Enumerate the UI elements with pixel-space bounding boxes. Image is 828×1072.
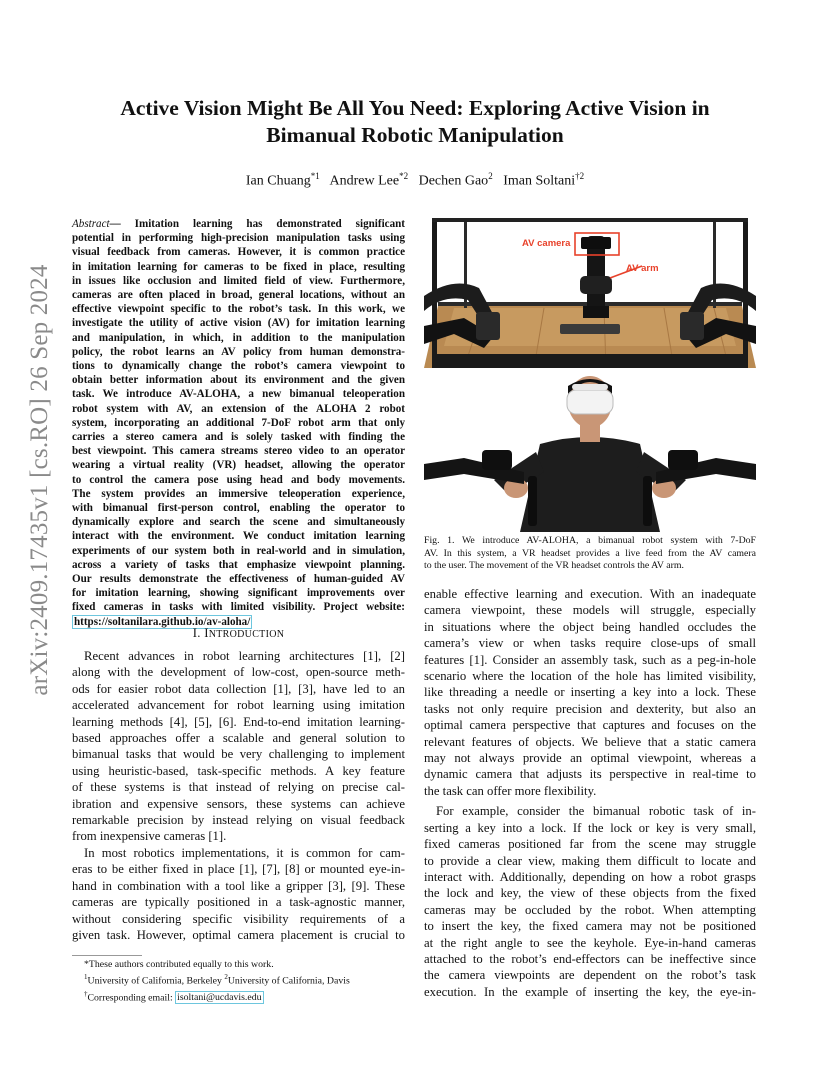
abstract-line: fixed cameras in tasks with limited visibility. Project website:: [72, 601, 405, 614]
caption-line: AV. In this system, a VR headset provides a live feed from the AV camera: [424, 547, 756, 559]
abstract-line: robot system with AV, an extension of the ALOHA 2 robot: [72, 402, 405, 415]
abstract-line: carries a stereo camera and is solely tasked with finding the: [72, 431, 405, 444]
body-line: at the right angle to see the keyhole. Eye-in-hand cameras: [424, 935, 756, 950]
body-line: in situations where the object being handled occludes the: [424, 619, 756, 634]
corresponding-label: Corresponding email:: [87, 992, 176, 1004]
body-line: given task. However, optimal camera placement is crucial to: [72, 927, 405, 942]
abstract-line: tions to dynamically change the robot’s camera viewpoint to: [72, 360, 405, 373]
abstract-line: across a variety of tasks that emphasize viewpoint planning.: [72, 558, 405, 571]
body-line: learning methods [4], [5], [6]. End-to-end imitation learning-: [72, 714, 405, 729]
body-line: hand in combination with a tool like a gripper [3], [9]. These: [72, 878, 405, 893]
body-line: execution. In the example of inserting the key, the eye-in-: [424, 984, 756, 999]
title-line-2: Bimanual Robotic Manipulation: [266, 123, 564, 147]
footnotes: [72, 955, 405, 1005]
body-line: camera viewpoint, these models will struggle, especially: [424, 603, 756, 618]
section-initial: I: [204, 626, 209, 640]
abstract-line: to control the camera pose using head and body movements.: [72, 473, 405, 486]
abstract-line: in issues like occlusion and limited field of view. Furthermore,: [72, 274, 405, 287]
body-line: serting a key into a lock. If the lock or key is very small,: [424, 820, 756, 835]
abstract-line: potential in performing high-precision manipulation tasks using: [72, 232, 405, 245]
author-mark: †2: [575, 171, 585, 181]
abstract-line: visual feedback from cameras. However, it is common practice: [72, 246, 405, 259]
label-av-camera: AV camera: [522, 238, 571, 249]
label-av-arm: AV arm: [626, 263, 659, 274]
body-line: along with the development of low-cost, open-source meth-: [72, 665, 405, 680]
footnote-equal: *These authors contributed equally to this work.: [84, 959, 274, 970]
abstract-line: for imitation learning, showing significant improvements over: [72, 587, 405, 600]
footnote-corresponding: †Corresponding email: isoltani@ucdavis.edu: [84, 990, 262, 1004]
body-line: For example, consider the bimanual robotic task of in-: [436, 804, 756, 819]
figure-caption: [424, 535, 756, 573]
author-list: [90, 171, 740, 190]
arxiv-identifier: arXiv:2409.17435v1 [cs.RO] 26 Sep 2024: [26, 264, 53, 696]
author-mark: 2: [488, 171, 493, 181]
body-line: relevant features of objects. We believe that a static camera: [424, 734, 756, 749]
section-heading: [72, 626, 405, 641]
body-line: camera’s view or when tasks require close-ups of small: [424, 636, 756, 651]
footnote-affiliations: $^1$University of California, Berkeley $^2$University of California, Davis: [84, 973, 350, 987]
abstract-line: experiments of our system both in real-world and in simulation,: [72, 544, 405, 557]
author-mark: *2: [399, 171, 409, 181]
abstract: [72, 217, 405, 629]
author-name: Ian Chuang: [245, 173, 311, 189]
abstract-line: best viewpoint. This camera streams stereo video to an operator: [72, 445, 405, 458]
abstract-label: Abstract: [72, 218, 110, 230]
body-line: cameras are typically positioned in a task-agnostic manner,: [72, 895, 405, 910]
project-website-link[interactable]: https://soltanilara.github.io/av-aloha/: [74, 615, 251, 628]
body-line: scenario where the location of the hole has limited visibility,: [424, 669, 756, 684]
abstract-text: — Imitation learning has demonstrated significant: [109, 218, 405, 230]
abstract-line: in imitation learning for cameras to be fixed in place, resulting: [72, 260, 405, 273]
body-line: tasks not only require precision and dexterity, but also an: [424, 701, 756, 716]
affiliation-1: University of California, Berkeley: [87, 975, 225, 987]
author-name: Iman Soltani: [503, 173, 576, 189]
abstract-line: interact with the environment. We conduct imitation learning: [72, 530, 405, 543]
body-line: enable effective learning and execution. With an inadequate: [424, 587, 756, 601]
body-line: remarkable precision by instead relying on visual feedback: [72, 813, 405, 828]
body-line: accelerated advancement for robot learning using imitation: [72, 698, 405, 713]
abstract-line: policy, the robot learns an AV policy from human demonstra-: [72, 345, 405, 358]
abstract-line: effective viewpoint specific to the robot’s task. In this work, we: [72, 303, 405, 316]
body-line: ods for easier robot data collection [1], [3], have led to an: [72, 681, 405, 696]
body-line: using heuristic-based, task-specific methods. A key feature: [72, 763, 405, 778]
body-line: In most robotics implementations, it is common for cam-: [84, 845, 405, 860]
author-name: Dechen Gao: [418, 173, 489, 189]
title-line-1: Active Vision Might Be All You Need: Exploring Active Vision in: [120, 96, 710, 120]
email-link[interactable]: isoltani@ucdavis.edu: [177, 992, 262, 1004]
robot-rig-illustration: [424, 216, 756, 368]
abstract-line: cameras are often placed in broad, general locations, without an: [72, 289, 405, 302]
footnote-rule: [72, 955, 142, 956]
body-line: to insert the key, the fixed camera may not be positioned: [424, 919, 756, 934]
author-name: Andrew Lee: [329, 173, 400, 189]
abstract-line: system, incorporating an additional 7-DoF robot arm that only: [72, 416, 405, 429]
body-line: cameras may be occluded by the robot. When attempting: [424, 902, 756, 917]
body-line: dynamic camera that adjusts its perspective in real-time to: [424, 767, 756, 782]
body-line: like threading a needle or inserting a key into a lock. These: [424, 685, 756, 700]
body-line: Recent advances in robot learning architectures [1], [2]: [84, 649, 405, 663]
body-line: the camera viewpoints are dependent on the robot’s task: [424, 968, 756, 983]
body-line: features [1]. Consider an assembly task, such as a peg-in-hole: [424, 652, 756, 667]
intro-left-column: [72, 648, 405, 943]
body-line: interact with. Additionally, depending on how a robot grasps: [424, 869, 756, 884]
body-line: the task can offer more flexibility.: [424, 783, 597, 798]
body-line: the lock and key, the view of these objects from the fixed: [424, 886, 756, 901]
body-line: bimanual tasks that would be very challenging to implement: [72, 747, 405, 762]
abstract-line: dynamically explore and search the scene and simultaneously: [72, 516, 405, 529]
figure-operator-photo: [424, 372, 756, 532]
abstract-line: with bimanual first-person control, enabling the operator to: [72, 502, 405, 515]
abstract-line: [72, 217, 405, 231]
body-line: from inexpensive cameras [1].: [72, 829, 227, 844]
figure-robot-photo: [424, 216, 756, 368]
body-line: ibration and expensive sensors, these systems can achieve: [72, 796, 405, 811]
abstract-line: Our results demonstrate the effectiveness of human-guided AV: [72, 573, 405, 586]
body-line: without considering specific visibility requirements of a: [72, 911, 405, 926]
body-line: eras to be either fixed in place [1], [7], [8] or mounted eye-in-: [72, 862, 405, 877]
abstract-line: obtain better information about its environment and the given: [72, 374, 405, 387]
body-line: based approaches offer a scalable and general solution to: [72, 731, 405, 746]
abstract-line: investigate the utility of active vision (AV) for imitation learning: [72, 317, 405, 330]
abstract-line: and manipulation, in which, in addition to the manipulation: [72, 331, 405, 344]
abstract-line: task. We introduce AV-ALOHA, a new bimanual teleoperation: [72, 388, 405, 401]
body-line: to provide a clear view, making them difficult to locate and: [424, 853, 756, 868]
caption-line: to the user. The movement of the VR headset controls the AV arm.: [424, 560, 684, 572]
body-line: of these systems is that instead of relying on precise cal-: [72, 780, 405, 795]
section-number: I.: [192, 626, 201, 640]
intro-right-column: [424, 586, 756, 1000]
section-title: NTRODUCTION: [208, 629, 285, 640]
body-line: may not always provide an optimal viewpoint, whereas a: [424, 751, 756, 766]
affiliation-2: University of California, Davis: [227, 975, 350, 987]
body-line: fixed cameras positioned far from the scene may struggle: [424, 837, 756, 852]
author-mark: *1: [310, 171, 320, 181]
abstract-line: wearing a virtual reality (VR) headset, allowing the operator: [72, 459, 405, 472]
paper-title: [90, 95, 740, 149]
body-line: attached to the robot’s end-effectors can be ineffective since: [424, 951, 756, 966]
vr-operator-illustration: [424, 372, 756, 532]
body-line: optimal camera perspective that captures and focuses on the: [424, 718, 756, 733]
abstract-line: The system provides an immersive teleoperation experience,: [72, 487, 405, 500]
caption-line: Fig. 1. We introduce AV-ALOHA, a bimanual robot system with 7-DoF: [424, 535, 756, 546]
